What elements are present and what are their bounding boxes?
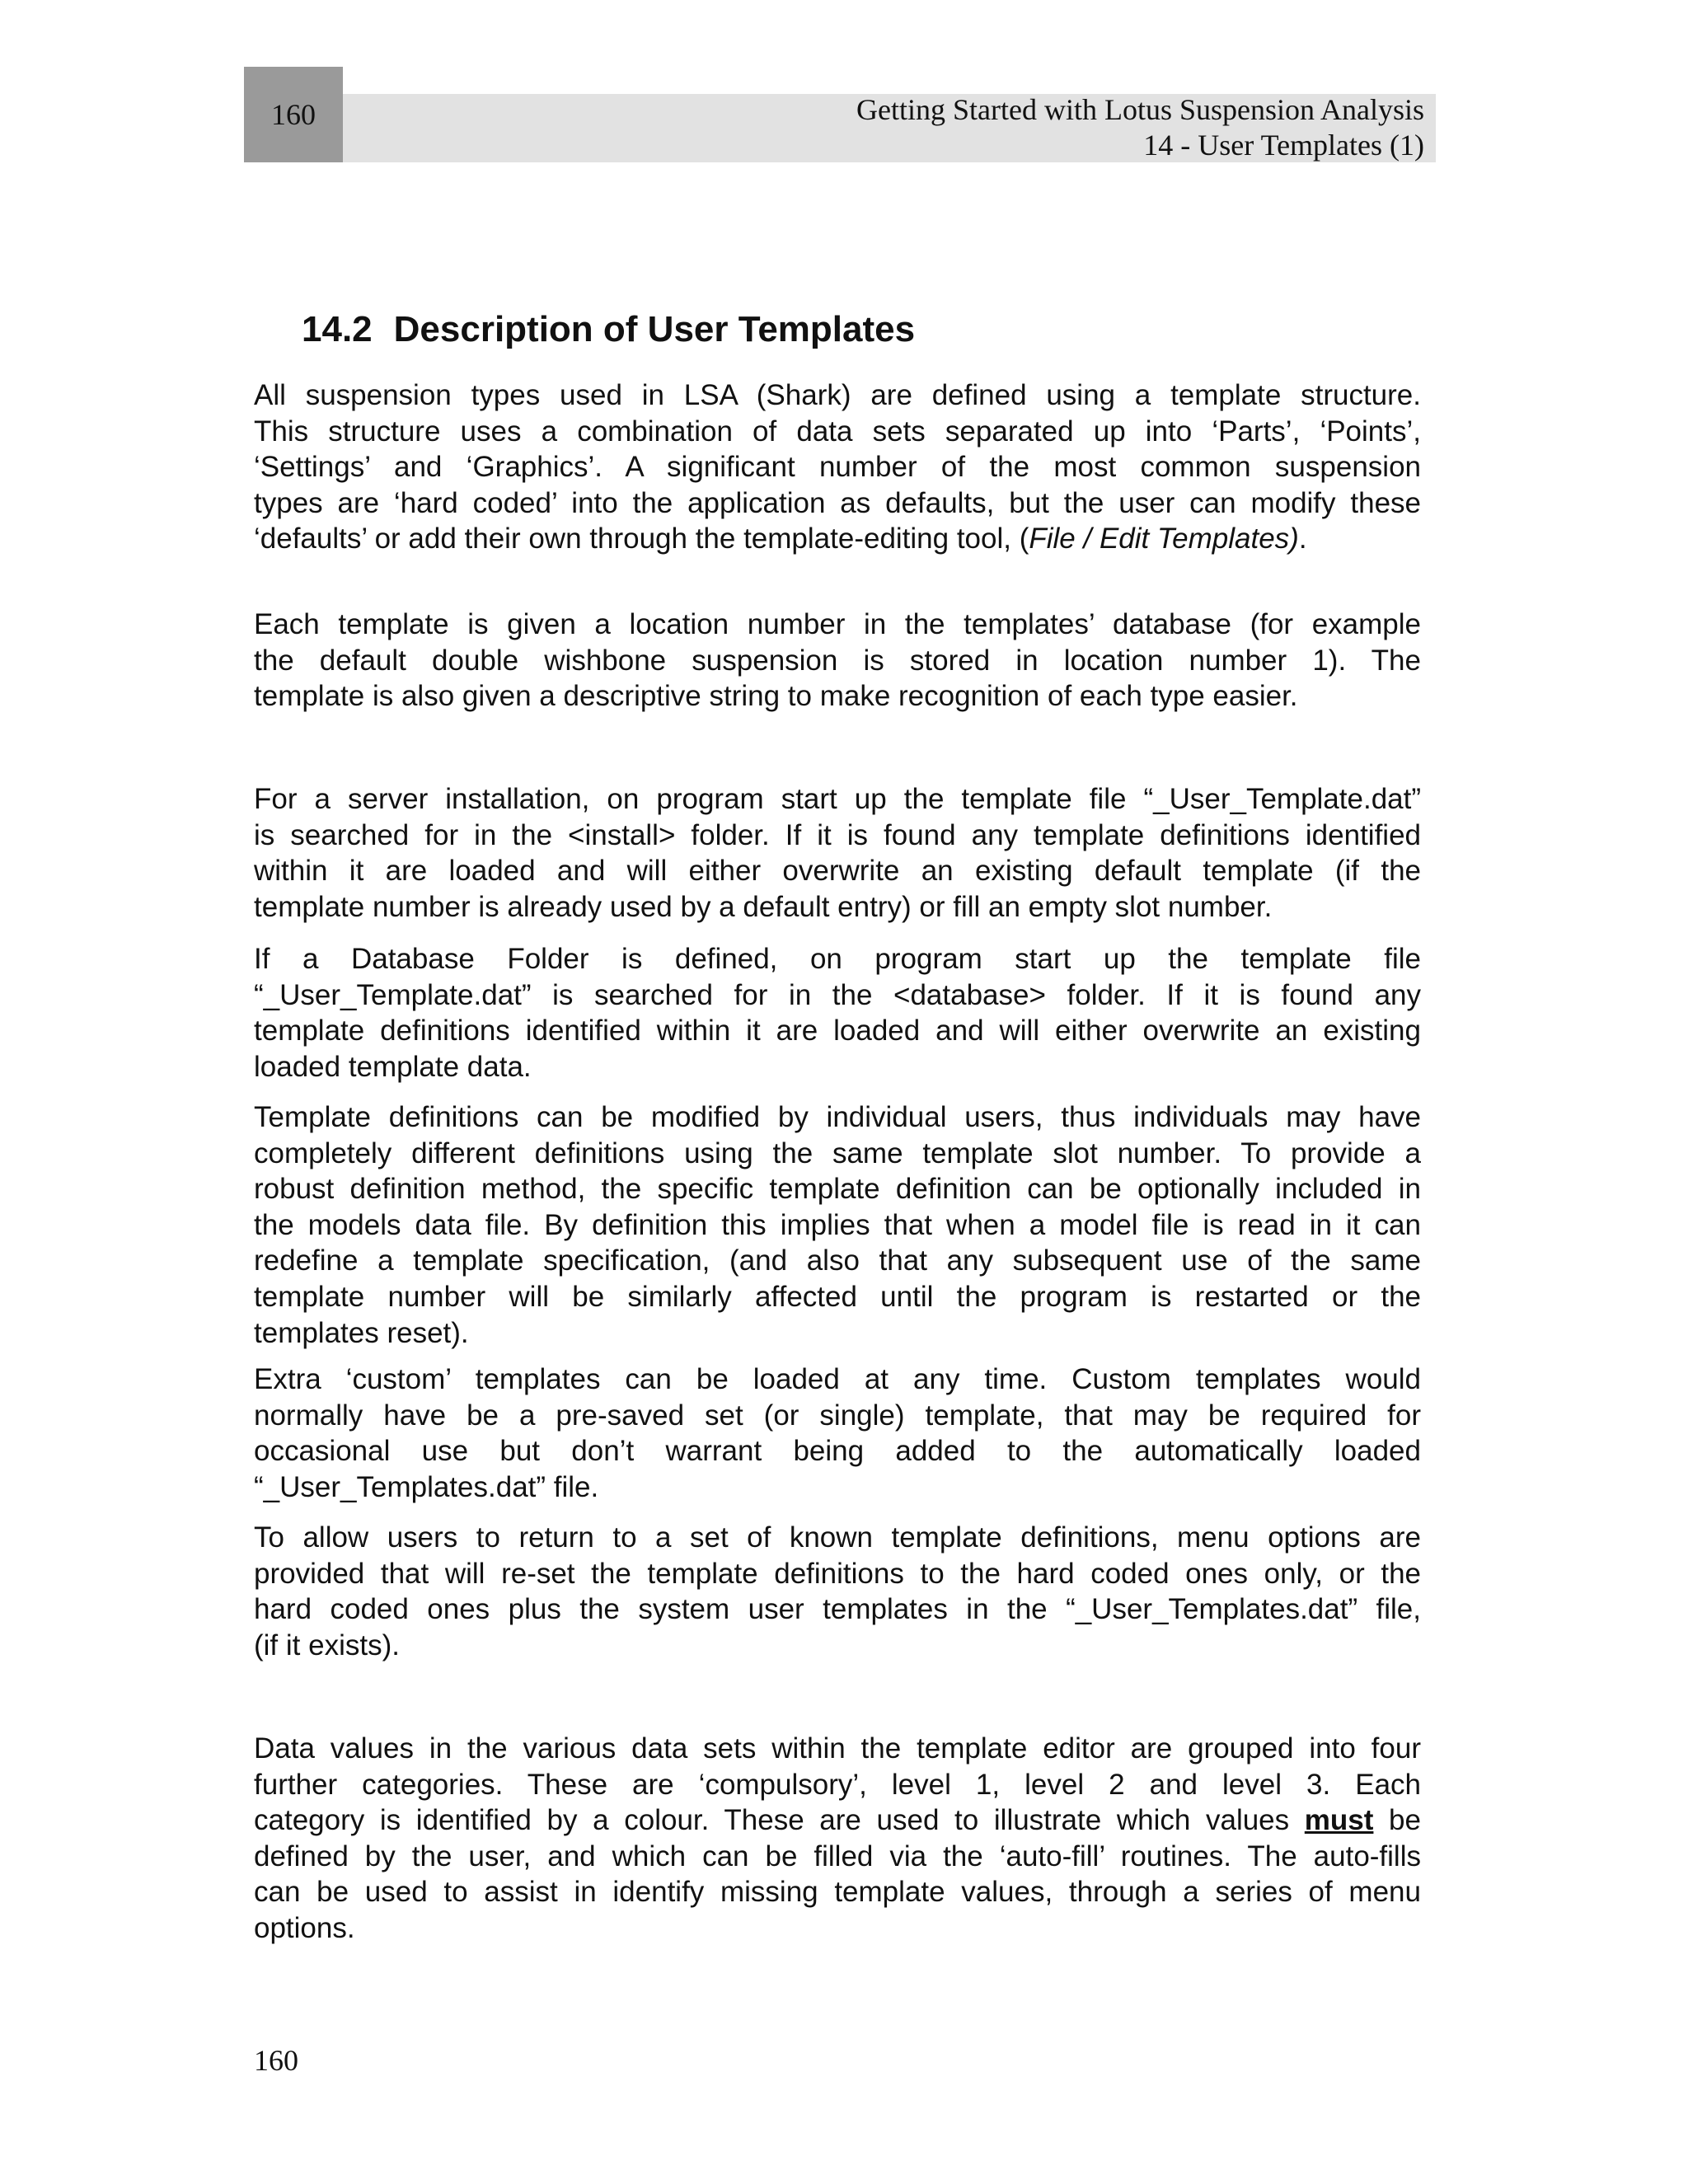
text-run: . (1298, 523, 1307, 555)
text-run: category is identified by a colour. These are used to illustrate which values (254, 1804, 1305, 1837)
header-book-title: Getting Started with Lotus Suspension Analysis (856, 93, 1424, 126)
paragraph-line: Data values in the various data sets within the template editor are grouped into four (254, 1732, 1421, 1765)
paragraph-line: within it are loaded and will either overwrite an existing default template (if the (254, 855, 1421, 888)
paragraph-line: template number is already used by a default entry) or fill an empty slot number. (254, 890, 1273, 923)
paragraph-line: further categories. These are ‘compulsory’, level 1, level 2 and level 3. Each (254, 1768, 1421, 1801)
section-heading (302, 305, 915, 354)
paragraph-line (254, 521, 1421, 557)
paragraph-line: is searched for in the <install> folder. If it is found any template definitions identified (254, 818, 1421, 851)
paragraph-5 (254, 1099, 1421, 1351)
text-run: ‘defaults’ or add their own through the template-editing tool, ( (254, 523, 1029, 555)
paragraph-line: “_User_Templates.dat” file. (254, 1470, 599, 1503)
paragraph-line: template is also given a descriptive string to make recognition of each type easier. (254, 680, 1298, 713)
paragraph-line: Extra ‘custom’ templates can be loaded at any time. Custom templates would (254, 1363, 1421, 1395)
header-chapter: 14 - User Templates (1) (1143, 129, 1424, 162)
paragraph-line: template definitions identified within it are loaded and will either overwrite an existing (254, 1015, 1421, 1047)
paragraph-line: the models data file. By definition this implies that when a model file is read in it can (254, 1208, 1421, 1241)
paragraph-line: templates reset). (254, 1316, 469, 1349)
paragraph-line: provided that will re-set the template definitions to the hard coded ones only, or the (254, 1557, 1421, 1590)
header-page-number: 160 (271, 98, 316, 131)
paragraph-line: (if it exists). (254, 1629, 400, 1661)
menu-path-reference: File / Edit Templates) (1029, 523, 1299, 555)
paragraph-line: can be used to assist in identify missing template values, through a series of menu (254, 1876, 1421, 1909)
paragraph-line: “_User_Template.dat” is searched for in the <database> folder. If it is found any (254, 978, 1421, 1011)
paragraph-line: This structure uses a combination of data sets separated up into ‘Parts’, ‘Points’, (254, 415, 1421, 448)
paragraph-line (254, 1802, 1421, 1839)
emphasis-must: must (1304, 1804, 1374, 1837)
paragraph-4 (254, 941, 1421, 1085)
paragraph-line: types are ‘hard coded’ into the application as defaults, but the user can modify these (254, 486, 1421, 519)
paragraph-8 (254, 1731, 1421, 1947)
paragraph-line: To allow users to return to a set of known template definitions, menu options are (254, 1521, 1421, 1554)
paragraph-line: robust definition method, the specific template definition can be optionally included in (254, 1173, 1421, 1206)
paragraph-7 (254, 1520, 1421, 1663)
footer-page-number: 160 (254, 2044, 298, 2077)
paragraph-line: the default double wishbone suspension is stored in location number 1). The (254, 644, 1421, 677)
section-title: Description of User Templates (393, 309, 916, 349)
paragraph-3 (254, 781, 1421, 925)
paragraph-line: ‘Settings’ and ‘Graphics’. A significant number of the most common suspension (254, 451, 1421, 484)
paragraph-line: template number will be similarly affected until the program is restarted or the (254, 1280, 1421, 1313)
paragraph-line: redefine a template specification, (and also that any subsequent use of the same (254, 1244, 1421, 1277)
section-number: 14.2 (302, 309, 373, 349)
paragraph-line: normally have be a pre-saved set (or single) template, that may be required for (254, 1399, 1421, 1432)
running-header (343, 94, 1436, 162)
paragraph-line: If a Database Folder is defined, on program start up the template file (254, 943, 1421, 975)
header-page-number-box (244, 67, 343, 162)
paragraph-line: occasional use but don’t warrant being added to the automatically loaded (254, 1435, 1421, 1468)
paragraph-line: hard coded ones plus the system user templates in the “_User_Templates.dat” file, (254, 1593, 1421, 1626)
paragraph-line: options. (254, 1911, 355, 1944)
paragraph-line: loaded template data. (254, 1050, 532, 1083)
text-run: be (1373, 1804, 1421, 1837)
paragraph-2 (254, 607, 1421, 715)
paragraph-1 (254, 377, 1421, 557)
paragraph-line: completely different definitions using the same template slot number. To provide a (254, 1137, 1421, 1169)
paragraph-line: All suspension types used in LSA (Shark) are defined using a template structure. (254, 379, 1421, 411)
paragraph-line: For a server installation, on program start up the template file “_User_Template.dat” (254, 783, 1421, 815)
paragraph-line: Template definitions can be modified by individual users, thus individuals may have (254, 1101, 1421, 1133)
paragraph-line: Each template is given a location number in the templates’ database (for example (254, 608, 1421, 640)
paragraph-6 (254, 1361, 1421, 1505)
paragraph-line: defined by the user, and which can be filled via the ‘auto-fill’ routines. The auto-fills (254, 1840, 1421, 1872)
